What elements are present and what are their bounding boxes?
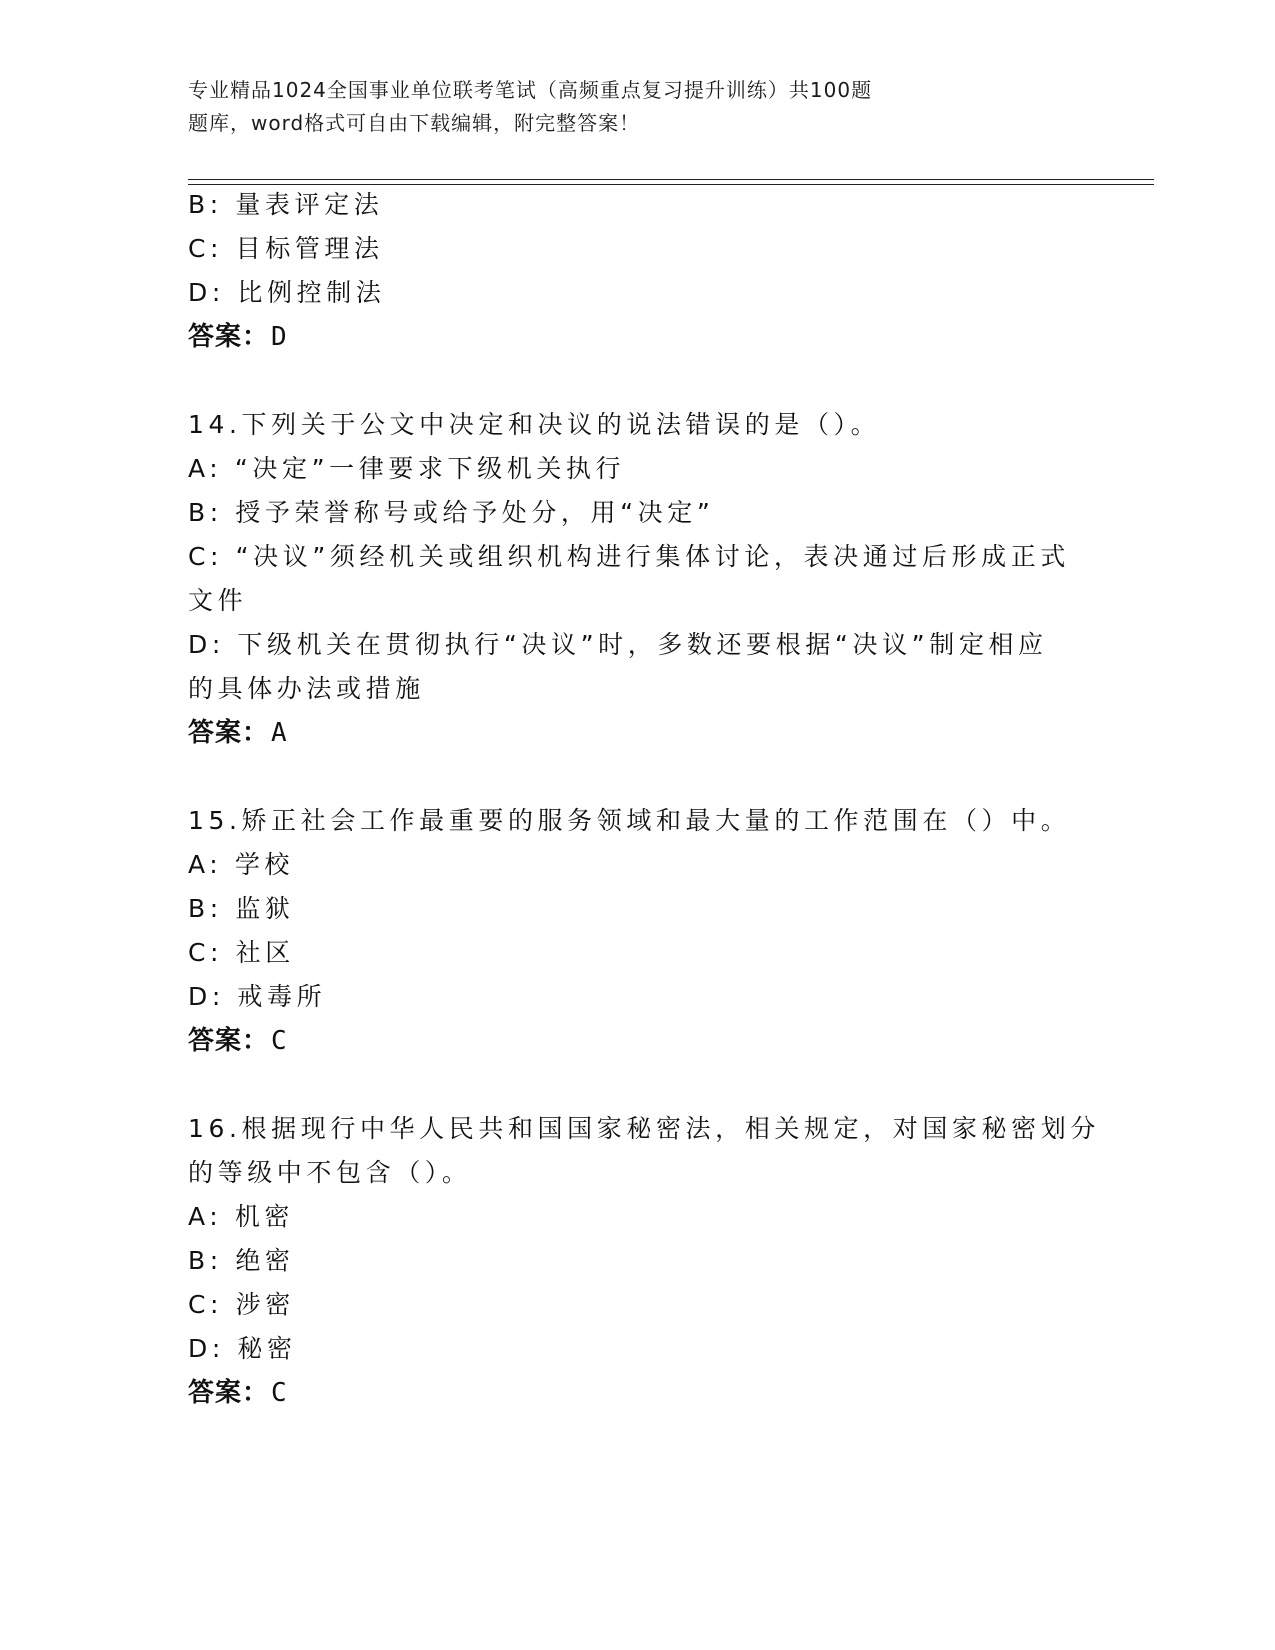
q14-option-d-line-2: 的具体办法或措施 (188, 674, 425, 703)
q13-answer (188, 321, 288, 353)
q14-answer-value: A (271, 718, 288, 748)
q15-option-a: A: 学校 (188, 850, 295, 879)
q15-answer-label: 答案： (188, 1026, 270, 1056)
q16-option-a: A: 机密 (188, 1202, 295, 1231)
header-divider-top (188, 179, 1154, 180)
q14-option-c-line-1: C: “决议”须经机关或组织机构进行集体讨论，表决通过后形成正式 (188, 542, 1070, 571)
q16-answer-label: 答案： (188, 1378, 270, 1408)
q16-option-b: B: 绝密 (188, 1246, 295, 1275)
q16-option-d: D: 秘密 (188, 1334, 297, 1363)
q14-stem: 14.下列关于公文中决定和决议的说法错误的是（）。 (188, 410, 881, 439)
q16-stem-line-2: 的等级中不包含（）。 (188, 1158, 472, 1187)
q14-answer-label: 答案： (188, 718, 270, 748)
q15-option-d: D: 戒毒所 (188, 982, 327, 1011)
q13-option-c: C: 目标管理法 (188, 234, 384, 263)
q14-option-c-line-2: 文件 (188, 586, 248, 615)
q16-answer-value: C (271, 1378, 288, 1408)
q15-stem: 15.矫正社会工作最重要的服务领域和最大量的工作范围在（）中。 (188, 806, 1071, 835)
header-line-1: 专业精品1024全国事业单位联考笔试（高频重点复习提升训练）共100题 (188, 78, 873, 102)
q13-option-d: D: 比例控制法 (188, 278, 386, 307)
q14-option-d-line-1: D: 下级机关在贯彻执行“决议”时，多数还要根据“决议”制定相应 (188, 630, 1048, 659)
q14-answer (188, 717, 288, 749)
q13-option-b: B: 量表评定法 (188, 190, 384, 219)
q15-option-b: B: 监狱 (188, 894, 295, 923)
q15-option-c: C: 社区 (188, 938, 295, 967)
q14-option-b: B: 授予荣誉称号或给予处分，用“决定” (188, 498, 715, 527)
q16-answer (188, 1377, 288, 1409)
q13-answer-value: D (271, 322, 288, 352)
q15-answer-value: C (271, 1026, 288, 1056)
document-header (188, 74, 1048, 140)
header-divider-bottom (188, 184, 1154, 185)
q16-option-c: C: 涉密 (188, 1290, 295, 1319)
q14-option-a: A: “决定”一律要求下级机关执行 (188, 454, 626, 483)
header-line-2: 题库，word格式可自由下载编辑，附完整答案！ (188, 111, 641, 135)
q16-stem-line-1: 16.根据现行中华人民共和国国家秘密法，相关规定，对国家秘密划分 (188, 1114, 1100, 1143)
q15-answer (188, 1025, 288, 1057)
q13-answer-label: 答案： (188, 322, 270, 352)
